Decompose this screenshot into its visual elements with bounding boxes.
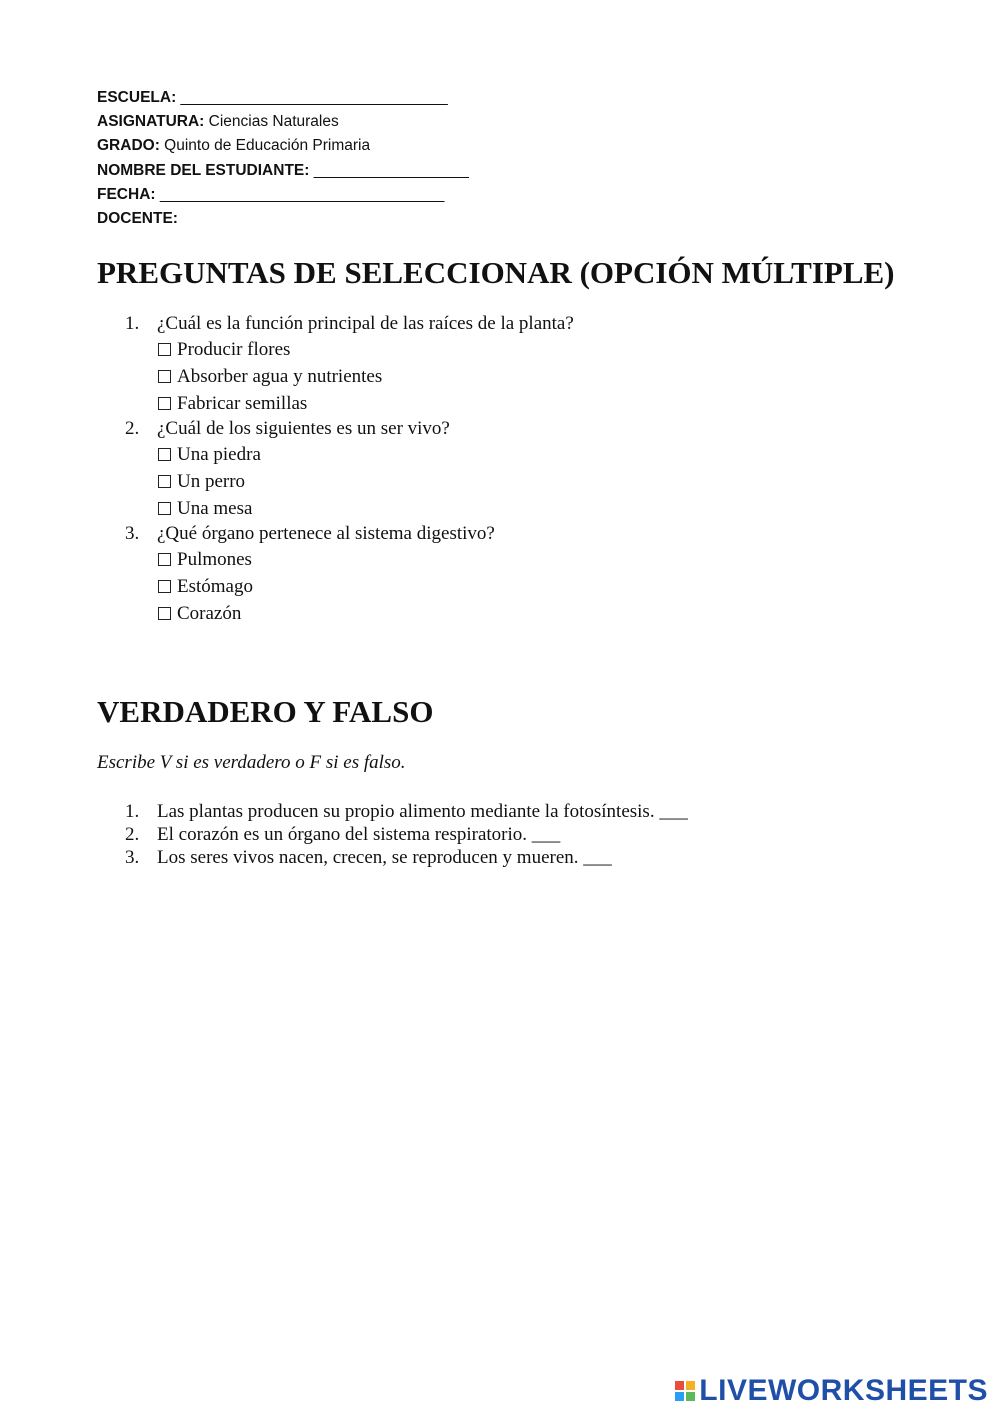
statement-text: Las plantas producen su propio alimento mediante la fotosíntesis. ___ (157, 801, 688, 822)
option-label: Pulmones (177, 549, 252, 570)
option-label: Una mesa (177, 498, 253, 519)
true-false-list (125, 800, 825, 869)
statement-3 (125, 846, 825, 869)
checkbox[interactable] (158, 607, 171, 620)
question-number: 2. (125, 418, 140, 439)
option-label: Un perro (177, 471, 246, 492)
school-field (97, 86, 469, 110)
question-2 (125, 417, 825, 441)
logo-text: LIVEWORKSHEETS (699, 1374, 988, 1407)
option-label: Absorber agua y nutrientes (177, 366, 383, 387)
option-label: Estómago (177, 576, 253, 597)
logo-mark-square (675, 1381, 684, 1390)
true-false-instruction: Escribe V si es verdadero o F si es falso. (97, 752, 406, 773)
grade-field (97, 134, 469, 158)
teacher-label: DOCENTE: (97, 210, 178, 228)
answer-option[interactable] (158, 468, 825, 495)
answer-option[interactable] (158, 336, 825, 363)
student-name-value: __________________ (309, 161, 469, 179)
statement-number: 2. (125, 824, 140, 845)
logo-mark-square (686, 1392, 695, 1401)
answer-option[interactable] (158, 546, 825, 573)
worksheet-header (97, 86, 469, 231)
date-label: FECHA: (97, 185, 156, 203)
student-name-field (97, 159, 469, 183)
multiple-choice-list (125, 312, 825, 627)
answer-option[interactable] (158, 441, 825, 468)
answer-option[interactable] (158, 573, 825, 600)
question-number: 1. (125, 313, 140, 334)
statement-number: 1. (125, 801, 140, 822)
question-1 (125, 312, 825, 336)
checkbox[interactable] (158, 502, 171, 515)
subject-field (97, 110, 469, 134)
option-label: Producir flores (177, 339, 291, 360)
logo-mark-square (686, 1381, 695, 1390)
school-value: _______________________________ (176, 89, 448, 106)
checkbox[interactable] (158, 370, 171, 383)
statement-2 (125, 823, 825, 846)
statement-text: El corazón es un órgano del sistema respiratorio. ___ (157, 824, 561, 845)
checkbox[interactable] (158, 397, 171, 410)
option-label: Una piedra (177, 444, 261, 465)
statement-text: Los seres vivos nacen, crecen, se reproducen y mueren. ___ (157, 847, 612, 868)
question-text: ¿Cuál de los siguientes es un ser vivo? (157, 418, 450, 439)
question-number: 3. (125, 523, 140, 544)
option-label: Corazón (177, 603, 242, 624)
statement-1 (125, 800, 825, 823)
answer-option[interactable] (158, 495, 825, 522)
student-name-label: NOMBRE DEL ESTUDIANTE: (97, 161, 310, 179)
teacher-field (97, 207, 469, 231)
checkbox[interactable] (158, 580, 171, 593)
answer-option[interactable] (158, 363, 825, 390)
liveworksheets-mark-icon (675, 1381, 695, 1401)
subject-label: ASIGNATURA: (97, 113, 205, 131)
option-label: Fabricar semillas (177, 393, 308, 414)
checkbox[interactable] (158, 475, 171, 488)
true-false-title: VERDADERO Y FALSO (97, 694, 434, 729)
checkbox[interactable] (158, 448, 171, 461)
date-value: _________________________________ (155, 185, 445, 203)
logo-mark-square (675, 1392, 684, 1401)
answer-option[interactable] (158, 390, 825, 417)
subject-value: Ciencias Naturales (204, 113, 339, 131)
statement-number: 3. (125, 847, 140, 868)
multiple-choice-title: PREGUNTAS DE SELECCIONAR (OPCIÓN MÚLTIPLE) (97, 255, 895, 290)
checkbox[interactable] (158, 553, 171, 566)
question-text: ¿Cuál es la función principal de las raíces de la planta? (157, 313, 574, 334)
question-3 (125, 522, 825, 546)
school-label: ESCUELA: (97, 89, 177, 106)
grade-label: GRADO: (97, 137, 160, 155)
grade-value: Quinto de Educación Primaria (159, 137, 371, 155)
question-text: ¿Qué órgano pertenece al sistema digestivo? (157, 523, 495, 544)
answer-option[interactable] (158, 600, 825, 627)
checkbox[interactable] (158, 343, 171, 356)
liveworksheets-logo (675, 1374, 988, 1408)
date-field (97, 183, 469, 207)
